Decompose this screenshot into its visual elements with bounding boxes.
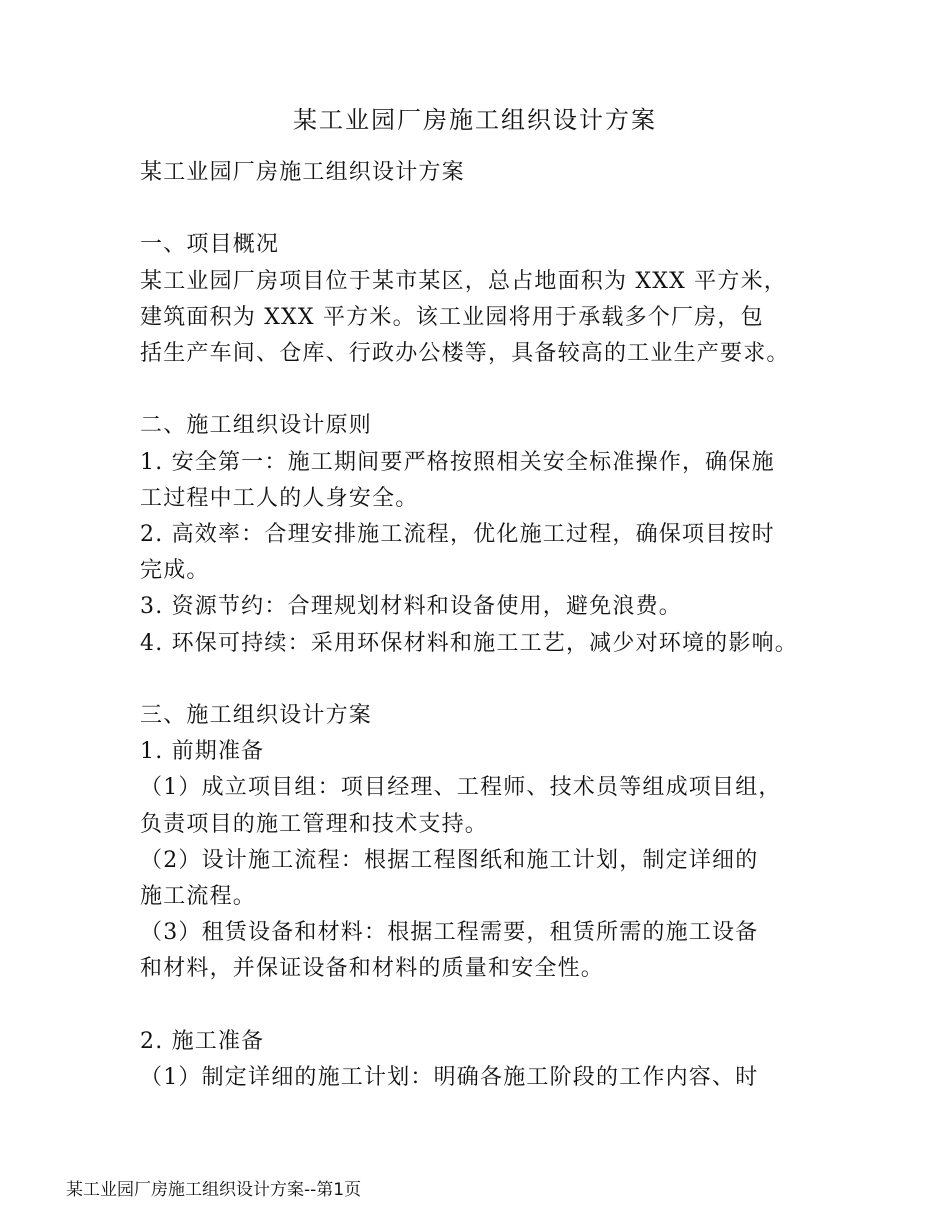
body-line: （3）租赁设备和材料：根据工程需要，租赁所需的施工设备 <box>140 920 759 946</box>
body-line: 施工流程。 <box>140 884 257 910</box>
document-title: 某工业园厂房施工组织设计方案 <box>293 106 657 134</box>
body-line: 3. 资源节约：合理规划材料和设备使用，避免浪费。 <box>140 594 682 620</box>
body-line: 2. 高效率：合理安排施工流程，优化施工过程，确保项目按时 <box>140 522 775 547</box>
paragraph-gap <box>140 662 830 698</box>
paragraph-gap <box>140 988 830 1024</box>
body-line: 1. 安全第一：施工期间要严格按照相关安全标准操作，确保施 <box>140 449 775 475</box>
body-line: 建筑面积为 XXX 平方米。该工业园将用于承载多个厂房，包 <box>140 304 764 330</box>
body-line: 某工业园厂房项目位于某市某区，总占地面积为 XXX 平方米， <box>140 268 787 294</box>
paragraph-gap <box>140 372 830 408</box>
document-subtitle: 某工业园厂房施工组织设计方案 <box>140 160 465 185</box>
body-line: 和材料，并保证设备和材料的质量和安全性。 <box>140 956 605 982</box>
subsection-heading: 2. 施工准备 <box>140 1028 265 1054</box>
body-line: （1）制定详细的施工计划：明确各施工阶段的工作内容、时 <box>140 1065 759 1091</box>
section-heading: 三、施工组织设计方案 <box>140 703 373 728</box>
body-line: 括生产车间、仓库、行政办公楼等，具备较高的工业生产要求。 <box>140 341 790 366</box>
section-heading: 二、施工组织设计原则 <box>140 413 373 439</box>
body-line: （1）成立项目组：项目经理、工程师、技术员等组成项目组， <box>140 775 782 801</box>
document-body <box>140 155 830 1096</box>
body-line: 完成。 <box>140 558 210 584</box>
page-footer: 某工业园厂房施工组织设计方案--第1页 <box>66 1180 362 1200</box>
subsection-heading: 1. 前期准备 <box>140 739 265 765</box>
body-line: 4. 环保可持续：采用环保材料和施工工艺，减少对环境的影响。 <box>140 630 798 656</box>
section-heading: 一、项目概况 <box>140 232 280 258</box>
body-line: 负责项目的施工管理和技术支持。 <box>140 811 489 837</box>
body-line: （2）设计施工流程：根据工程图纸和施工计划，制定详细的 <box>140 847 759 873</box>
paragraph-gap <box>140 191 830 227</box>
body-line: 工过程中工人的人身安全。 <box>140 485 419 511</box>
